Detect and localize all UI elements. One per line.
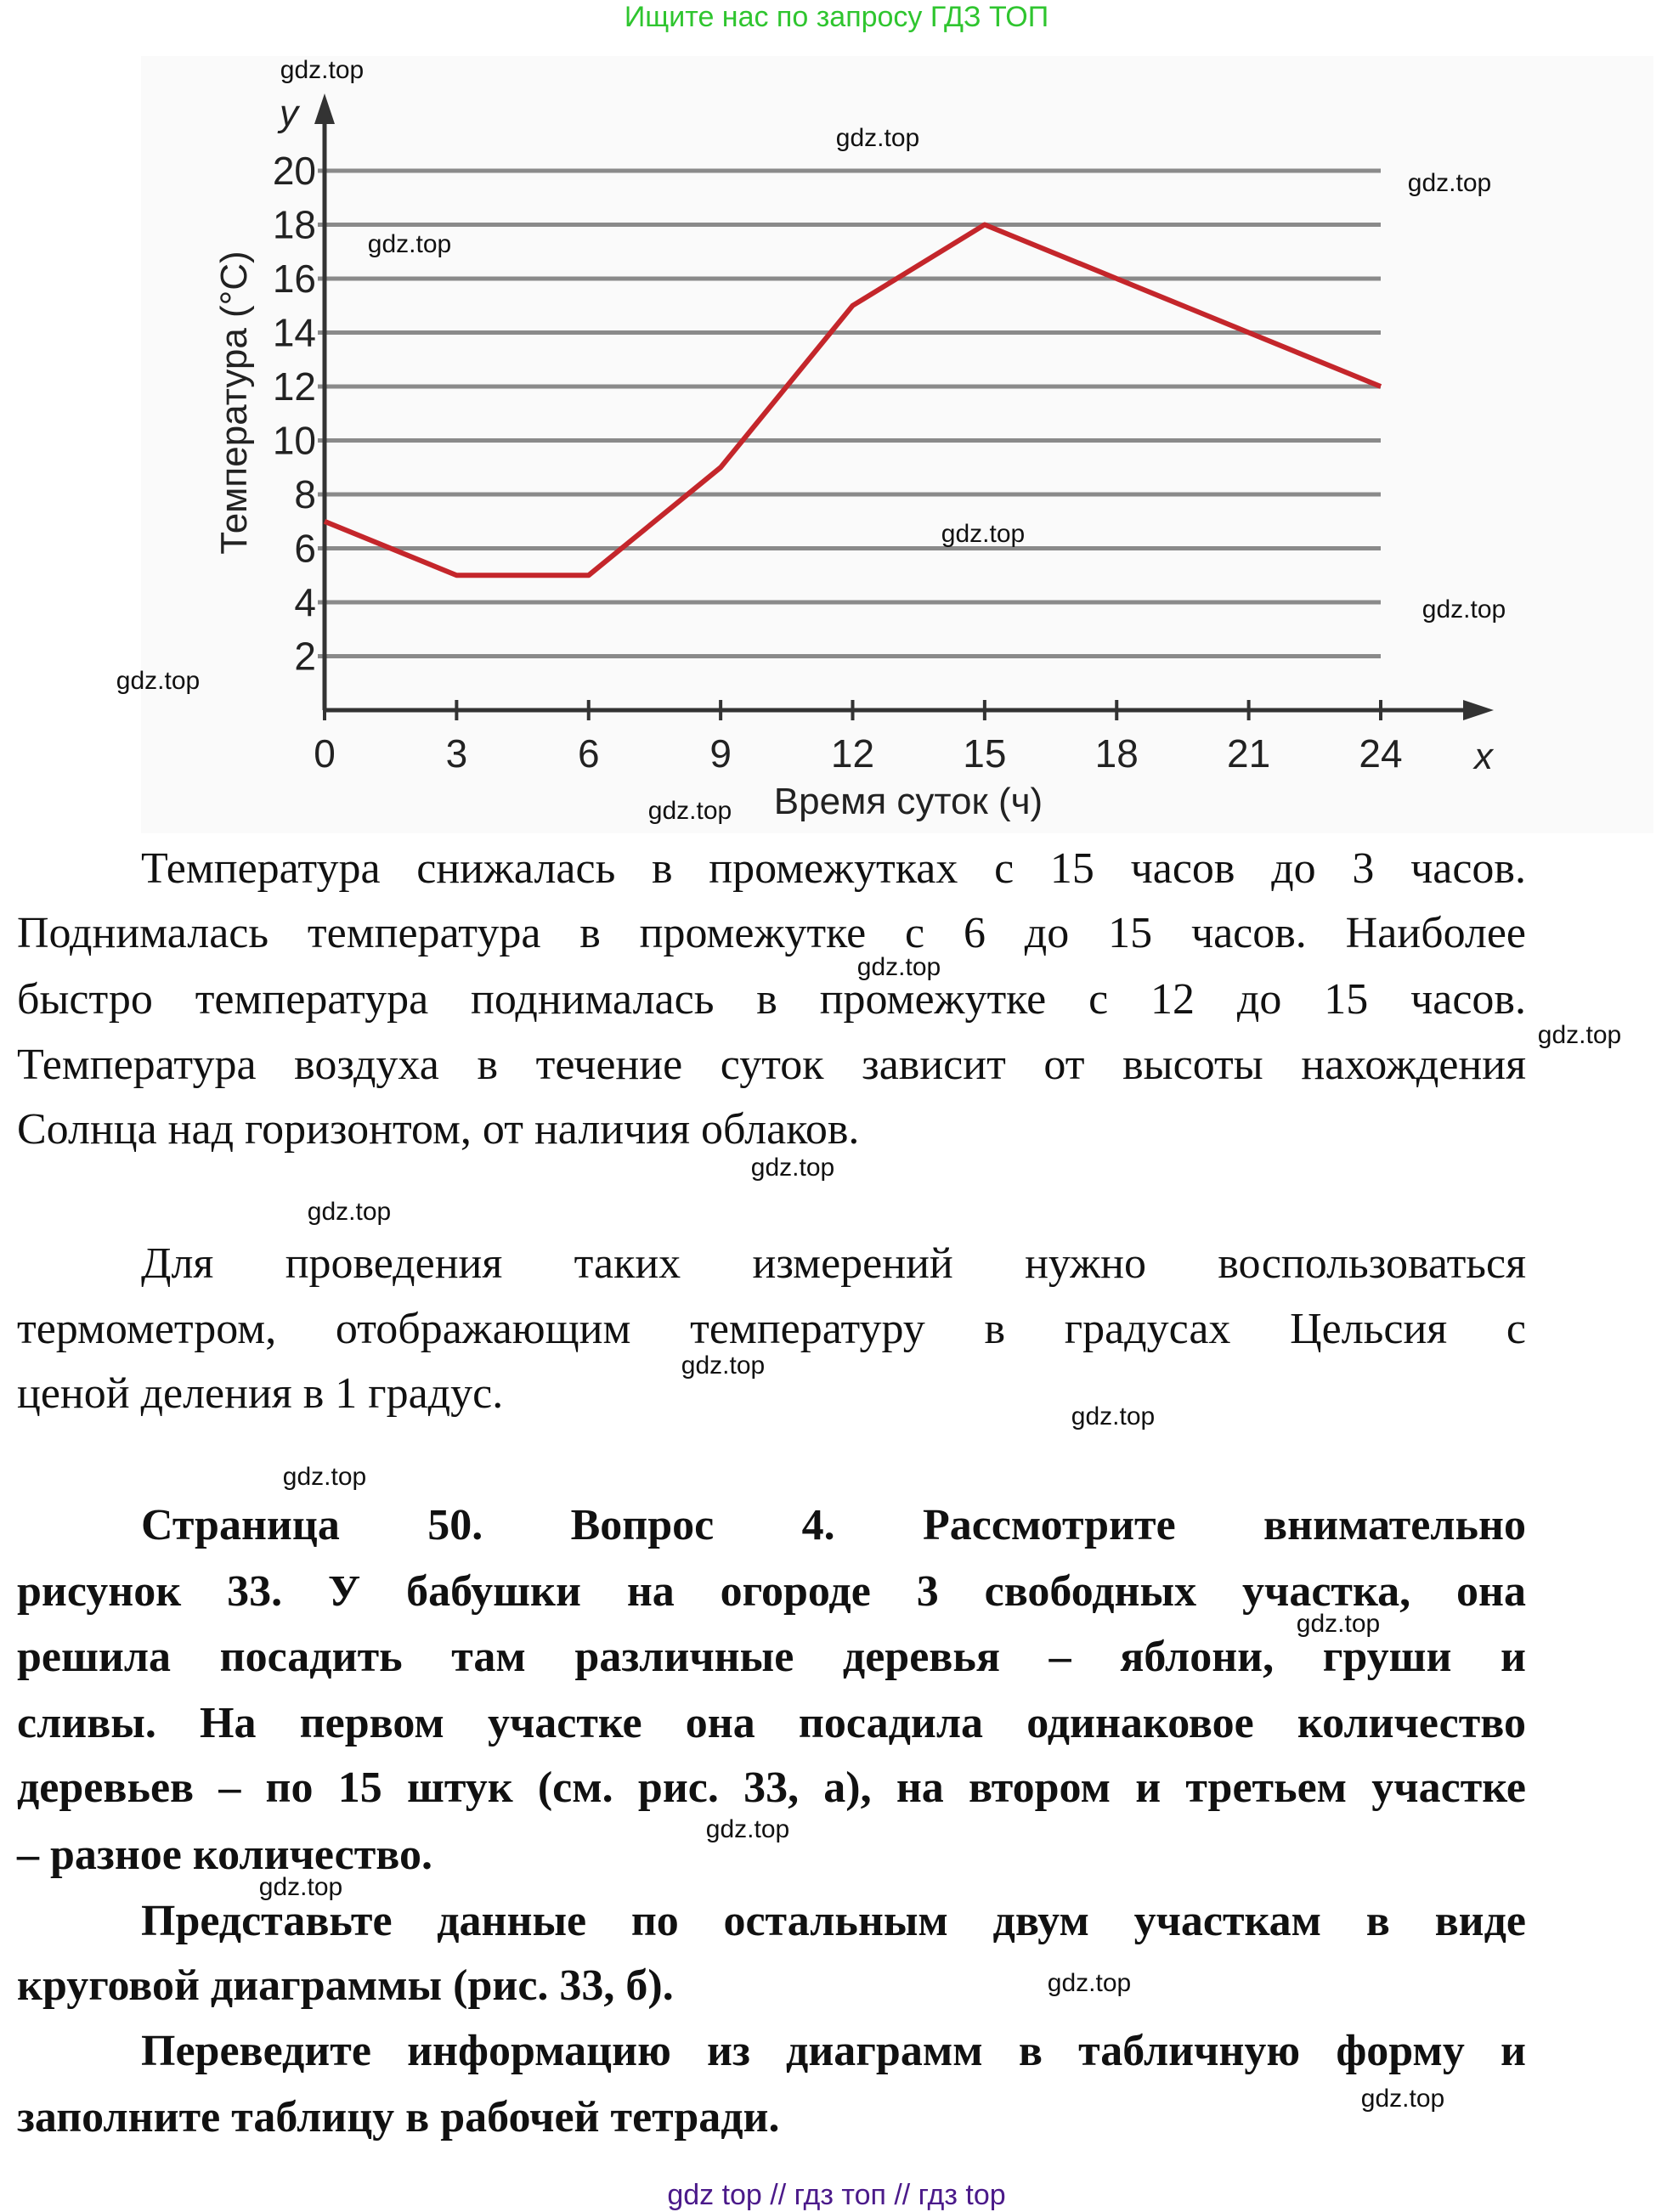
watermark: gdz.top xyxy=(706,1815,789,1844)
x-tick-label: 9 xyxy=(709,731,732,776)
y-tick-label: 18 xyxy=(273,203,316,247)
text-line: термометром, отображающим температуру в градусах Цельсия с xyxy=(17,1304,1526,1355)
watermark: gdz.top xyxy=(857,953,941,982)
x-tick-label: 3 xyxy=(446,731,468,776)
text-line: рисунок 33. У бабушки на огороде 3 свободных участка, она xyxy=(17,1566,1526,1617)
x-tick-label: 21 xyxy=(1227,731,1270,776)
y-tick-label: 14 xyxy=(273,311,316,355)
watermark: gdz.top xyxy=(1538,1021,1621,1050)
watermark: gdz.top xyxy=(259,1873,342,1902)
y-tick-label: 16 xyxy=(273,257,316,301)
watermark: gdz.top xyxy=(1361,2085,1444,2113)
y-tick-label: 20 xyxy=(273,149,316,193)
text-line: ценой деления в 1 градус. xyxy=(17,1368,1526,1419)
watermark: gdz.top xyxy=(1297,1610,1380,1639)
x-axis-title: Время суток (ч) xyxy=(774,781,1043,822)
text-line: Для проведения таких измерений нужно воспользоваться xyxy=(141,1239,1526,1289)
watermark: gdz.top xyxy=(1048,1969,1131,1998)
y-tick-label: 10 xyxy=(273,419,316,463)
text-line: круговой диаграммы (рис. 33, б). xyxy=(17,1961,1526,2012)
x-tick-label: 6 xyxy=(578,731,600,776)
y-tick-label: 2 xyxy=(294,635,316,679)
watermark: gdz.top xyxy=(308,1198,391,1227)
text-line: Поднималась температура в промежутке с 6 до 15 часов. Наиболее xyxy=(17,908,1526,959)
x-axis-arrow-icon xyxy=(1463,700,1494,720)
watermark: gdz.top xyxy=(648,797,732,826)
text-line: Солнца над горизонтом, от наличия облаков. xyxy=(17,1104,1526,1155)
y-axis-arrow-icon xyxy=(314,93,335,124)
y-tick-label: 8 xyxy=(294,472,316,516)
x-tick-label: 15 xyxy=(963,731,1006,776)
watermark: gdz.top xyxy=(116,667,200,696)
x-tick-label: 0 xyxy=(314,731,336,776)
text-line: Температура воздуха в течение суток зависит от высоты нахождения xyxy=(17,1040,1526,1091)
watermark: gdz.top xyxy=(280,56,364,85)
search-banner[interactable]: Ищите нас по запросу ГДЗ ТОП xyxy=(0,0,1673,34)
y-axis-title: Температура (°С) xyxy=(213,251,255,554)
watermark: gdz.top xyxy=(1422,595,1506,624)
text-line: сливы. На первом участке она посадила одинаковое количество xyxy=(17,1698,1526,1749)
watermark: gdz.top xyxy=(283,1463,366,1492)
x-tick-label: 24 xyxy=(1359,731,1402,776)
y-axis-letter: y xyxy=(277,93,301,134)
text-line: Переведите информацию из диаграмм в табличную форму и xyxy=(141,2026,1526,2077)
x-tick-label: 18 xyxy=(1095,731,1139,776)
y-tick-label: 4 xyxy=(294,580,316,624)
y-tick-label: 6 xyxy=(294,527,316,571)
watermark: gdz.top xyxy=(836,124,919,153)
text-line: заполните таблицу в рабочей тетради. xyxy=(17,2092,1526,2143)
watermark: gdz.top xyxy=(1408,169,1491,198)
watermark: gdz.top xyxy=(941,520,1025,549)
text-line: Страница 50. Вопрос 4. Рассмотрите внимательно xyxy=(141,1500,1526,1551)
x-axis-letter: x xyxy=(1472,736,1495,777)
watermark: gdz.top xyxy=(368,230,451,259)
text-line: Температура снижалась в промежутках с 15 часов до 3 часов. xyxy=(141,844,1526,894)
watermark: gdz.top xyxy=(751,1154,834,1182)
y-tick-label: 12 xyxy=(273,364,316,409)
text-line: деревьев – по 15 штук (см. рис. 33, а), на втором и третьем участке xyxy=(17,1763,1526,1814)
watermark: gdz.top xyxy=(1071,1402,1155,1431)
footer-links[interactable]: gdz top // гдз топ // гдз top xyxy=(0,2178,1673,2212)
text-line: – разное количество. xyxy=(17,1830,1526,1881)
text-line: Представьте данные по остальным двум участкам в виде xyxy=(141,1896,1526,1947)
text-line: быстро температура поднималась в промежутке с 12 до 15 часов. xyxy=(17,974,1526,1025)
text-line: решила посадить там различные деревья – яблони, груши и xyxy=(17,1632,1526,1683)
watermark: gdz.top xyxy=(681,1351,765,1380)
x-tick-label: 12 xyxy=(831,731,874,776)
